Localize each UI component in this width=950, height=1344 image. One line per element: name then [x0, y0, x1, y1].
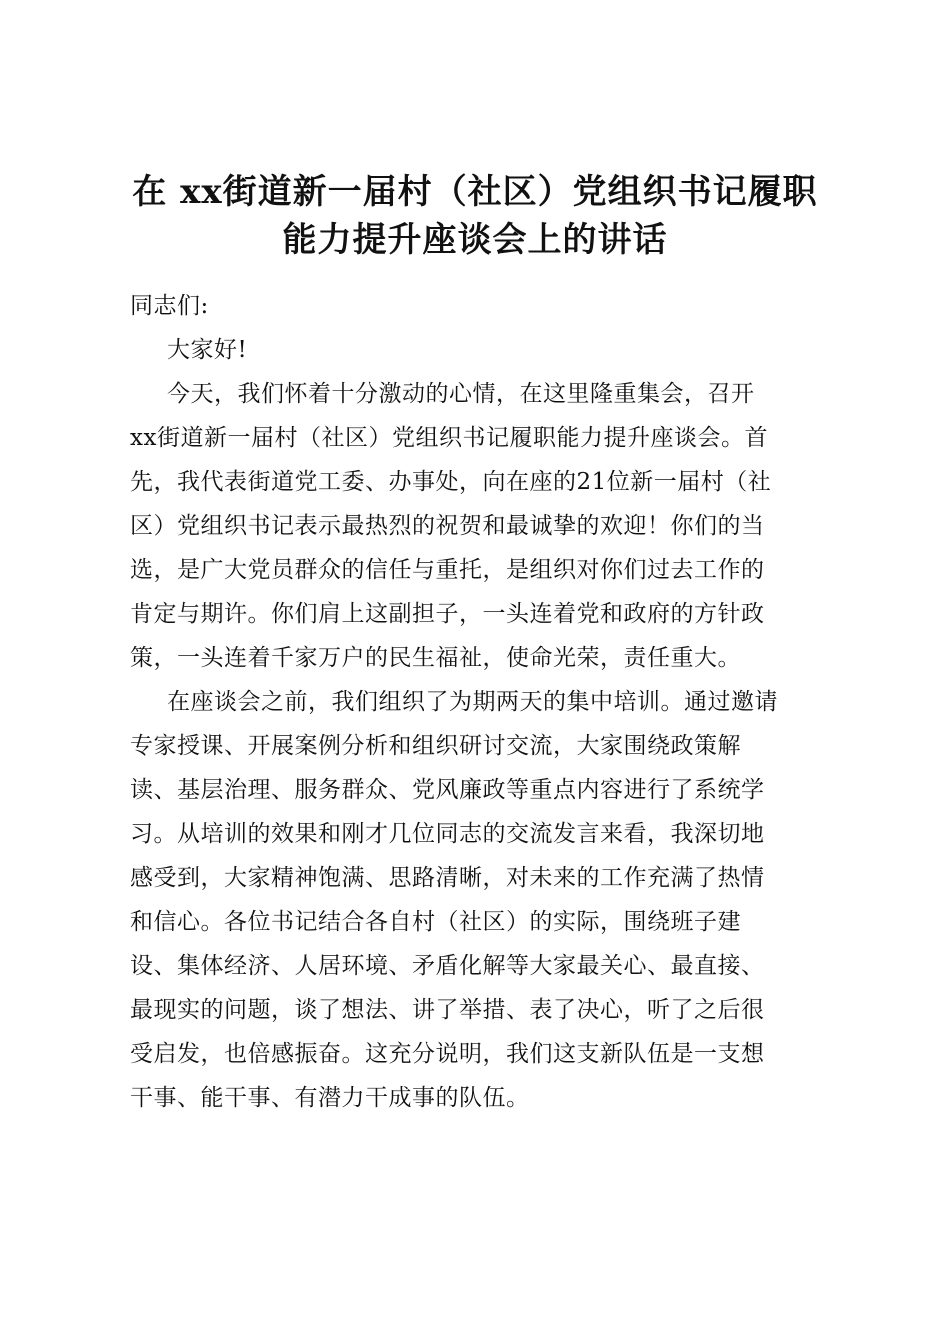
paragraph-line: 最现实的问题，谈了想法、讲了举措、表了决心，听了之后很 — [130, 997, 765, 1023]
paragraph-line: 设、集体经济、人居环境、矛盾化解等大家最关心、最直接、 — [130, 953, 765, 979]
paragraph-line: xx街道新一届村（社区）党组织书记履职能力提升座谈会。首 — [130, 425, 768, 451]
paragraph-line: 今天，我们怀着十分激动的心情，在这里隆重集会，召开 — [167, 381, 755, 407]
salutation: 同志们: — [130, 293, 209, 319]
paragraph-greeting — [130, 328, 830, 372]
paragraph-line: 专家授课、开展案例分析和组织研讨交流，大家围绕政策解 — [130, 733, 741, 759]
paragraph-line: 感受到，大家精神饱满、思路清晰，对未来的工作充满了热情 — [130, 865, 765, 891]
paragraph-line: 肯定与期许。你们肩上这副担子，一头连着党和政府的方针政 — [130, 601, 765, 627]
paragraph-training — [130, 680, 830, 1120]
paragraph-line: 区）党组织书记表示最热烈的祝贺和最诚挚的欢迎！你们的当 — [130, 513, 765, 539]
paragraph-line: 习。从培训的效果和刚才几位同志的交流发言来看，我深切地 — [130, 821, 765, 847]
paragraph-line: 策，一头连着千家万户的民生福祉，使命光荣，责任重大。 — [130, 645, 741, 671]
paragraph-line: 先，我代表街道党工委、办事处，向在座的21位新一届村（社 — [130, 469, 772, 495]
paragraph-line: 大家好! — [167, 337, 248, 363]
paragraph-line: 选，是广大党员群众的信任与重托，是组织对你们过去工作的 — [130, 557, 765, 583]
paragraph-line: 干事、能干事、有潜力干成事的队伍。 — [130, 1085, 530, 1111]
title-line-2: 能力提升座谈会上的讲话 — [282, 220, 668, 260]
paragraph-line: 和信心。各位书记结合各自村（社区）的实际，围绕班子建 — [130, 909, 741, 935]
paragraph-opening — [130, 372, 830, 680]
paragraph-line: 读、基层治理、服务群众、党风廉政等重点内容进行了系统学 — [130, 777, 765, 803]
title-line-1: 在 xx街道新一届村（社区）党组织书记履职 — [132, 172, 818, 212]
document-body — [130, 284, 830, 1120]
paragraph-line: 在座谈会之前，我们组织了为期两天的集中培训。通过邀请 — [167, 689, 778, 715]
document-title — [110, 168, 840, 264]
paragraph-line: 受启发，也倍感振奋。这充分说明，我们这支新队伍是一支想 — [130, 1041, 765, 1067]
